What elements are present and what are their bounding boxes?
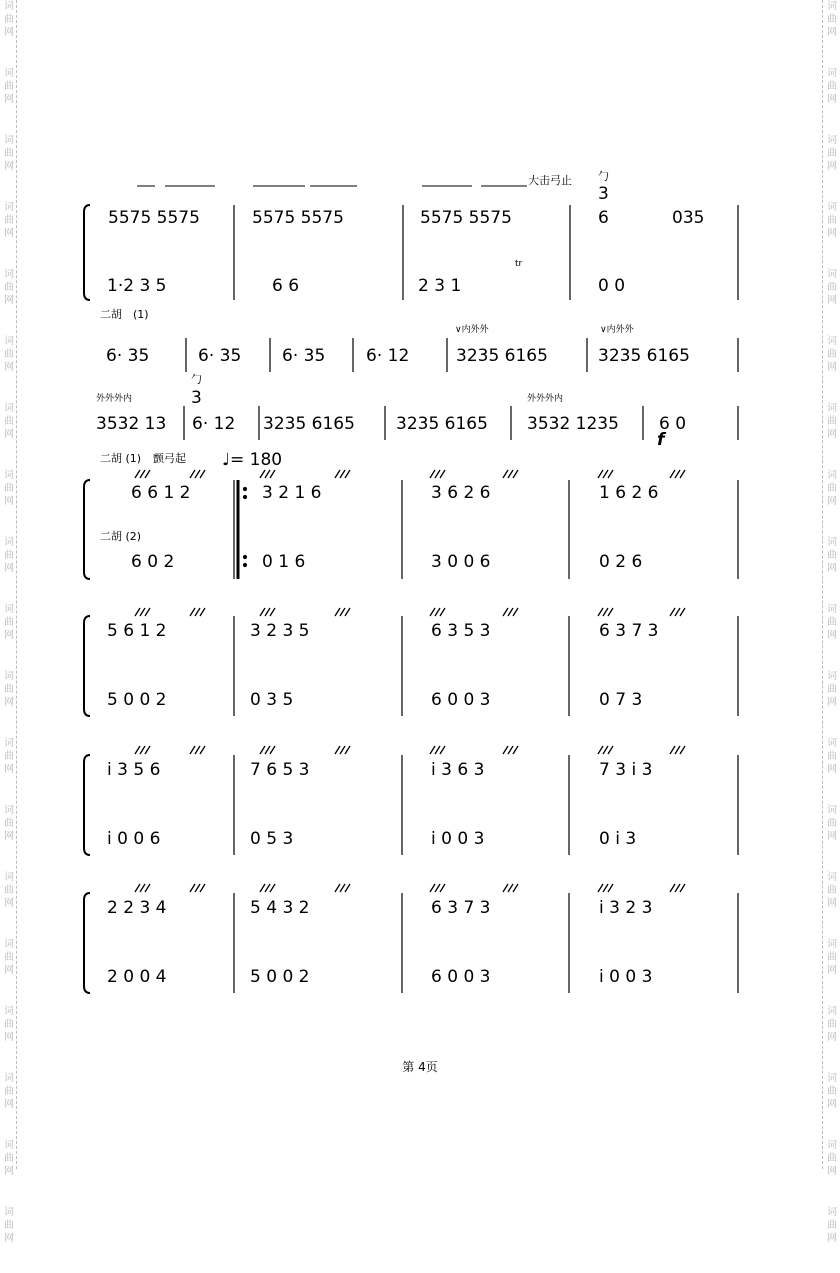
part-1-label: (1) (133, 308, 149, 321)
note-group: 6· 12 (192, 414, 236, 434)
tremolo-slash (340, 746, 345, 754)
note-group: 1·2 3 5 (107, 276, 167, 296)
tremolo-slash (608, 470, 613, 478)
note-group: 3532 1235 (527, 414, 619, 434)
note-group: 3 2 1 6 (262, 483, 322, 503)
tremolo-slash (265, 884, 270, 892)
tremolo-slash (680, 884, 685, 892)
watermark-char: 曲 (827, 349, 837, 360)
tremolo-slash (265, 470, 270, 478)
note-group: 3 0 0 6 (431, 552, 491, 572)
tremolo-slash (270, 884, 275, 892)
tremolo-slash (140, 608, 145, 616)
watermark-char: 词 (827, 336, 837, 347)
watermark-char: 词 (827, 68, 837, 79)
fingering-label: ∨内外外 (455, 325, 489, 335)
system-2 (100, 307, 690, 366)
tremolo-slash (190, 470, 195, 478)
fingering-label: ∨内外外 (600, 325, 634, 335)
tremolo-start-label: 颤弓起 (153, 452, 186, 465)
tremolo-slash (603, 884, 608, 892)
watermark-char: 网 (827, 496, 837, 507)
watermark-char: 曲 (4, 215, 14, 226)
watermark-char: 曲 (827, 617, 837, 628)
system-7 (107, 898, 652, 987)
repeat-sign (234, 480, 247, 579)
watermark-char: 网 (4, 1032, 14, 1043)
watermark-char: 曲 (4, 1153, 14, 1164)
watermark-char: 词 (4, 470, 14, 481)
tremolo-slash (195, 746, 200, 754)
watermark-char: 词 (4, 1, 14, 12)
watermark-char: 网 (4, 697, 14, 708)
tremolo-slash (503, 470, 508, 478)
tremolo-slash (190, 884, 195, 892)
tremolo-slash (675, 470, 680, 478)
note-group: 6· 12 (366, 346, 410, 366)
watermark-char: 网 (827, 965, 837, 976)
tremolo-slash (680, 608, 685, 616)
bar-lines (184, 205, 738, 993)
watermark-char: 网 (4, 630, 14, 641)
watermark-char: 网 (4, 94, 14, 105)
note-group: 5575 5575 (108, 208, 200, 228)
note-group: 0 3 5 (250, 690, 294, 710)
note-group: 3235 6165 (263, 414, 355, 434)
watermark-char: 词 (4, 738, 14, 749)
watermark-char: 词 (4, 336, 14, 347)
watermark-char: 曲 (827, 952, 837, 963)
tremolo-slash (513, 470, 518, 478)
dynamic-f: f (657, 430, 665, 450)
watermark-char: 词 (4, 135, 14, 146)
fingering-mark: 勹 (191, 373, 202, 386)
watermark-char: 网 (4, 764, 14, 775)
tremolo-slash (435, 608, 440, 616)
tremolo-slash (200, 746, 205, 754)
watermark-char: 词 (4, 1006, 14, 1017)
watermark-char: 词 (4, 872, 14, 883)
erhu-2-label: 二胡 (2) (100, 530, 142, 543)
tremolo-slash (145, 608, 150, 616)
watermark-char: 词 (4, 604, 14, 615)
watermark-char: 词 (827, 470, 837, 481)
watermark-char: 网 (4, 228, 14, 239)
bracket-system-7 (84, 893, 90, 993)
note-group: 6 0 0 3 (431, 690, 491, 710)
watermark-char: 曲 (4, 81, 14, 92)
watermark-char: 曲 (827, 818, 837, 829)
watermark-char: 词 (827, 1006, 837, 1017)
note-group: i 0 0 3 (431, 829, 485, 849)
watermark-char: 网 (827, 1166, 837, 1177)
note-group: 6 3 7 3 (599, 621, 659, 641)
tremolo-slash (513, 608, 518, 616)
tremolo-slash (140, 746, 145, 754)
tremolo-slash (190, 608, 195, 616)
watermark-char: 网 (827, 27, 837, 38)
note-group: 3 6 2 6 (431, 483, 491, 503)
watermark-char: 词 (827, 1073, 837, 1084)
watermark-char: 曲 (4, 550, 14, 561)
note-group: i 3 2 3 (599, 898, 653, 918)
tremolo-slash (503, 746, 508, 754)
note-group: i 3 6 3 (431, 760, 485, 780)
watermark-char: 词 (4, 1073, 14, 1084)
watermark-char: 网 (827, 1032, 837, 1043)
note-group: 3 2 3 5 (250, 621, 310, 641)
tremolo-slash (508, 608, 513, 616)
tremolo-slash (200, 470, 205, 478)
bracket-system-6 (84, 755, 90, 855)
watermark-char: 网 (4, 831, 14, 842)
note-group: 6· 35 (106, 346, 150, 366)
tremolo-slash (135, 746, 140, 754)
tremolo-slash (345, 884, 350, 892)
watermark-char: 网 (827, 295, 837, 306)
tremolo-slash (440, 608, 445, 616)
note-group: 5 4 3 2 (250, 898, 310, 918)
note-group: 2 3 1 (418, 276, 462, 296)
note-3: 3 (598, 184, 609, 204)
watermark-char: 网 (4, 1166, 14, 1177)
big-attack-stop-mark: 大击弓止 (528, 174, 572, 187)
tremolo-slash (508, 746, 513, 754)
tremolo-slash (260, 608, 265, 616)
tremolo-slash (513, 746, 518, 754)
watermark-char: 网 (4, 295, 14, 306)
tremolo-slash (340, 470, 345, 478)
tremolo-slash (200, 884, 205, 892)
fingering-mark: 勹 (598, 170, 609, 183)
watermark-char: 网 (827, 1099, 837, 1110)
watermark-char: 词 (4, 1140, 14, 1151)
note-group: i 0 0 6 (107, 829, 161, 849)
watermark-char: 曲 (827, 483, 837, 494)
watermark-char: 词 (4, 805, 14, 816)
system-brackets (84, 205, 90, 993)
watermark-char: 网 (4, 429, 14, 440)
note-group: 0 7 3 (599, 690, 643, 710)
tremolo-slash (503, 608, 508, 616)
erhu-1-label: 二胡 (1) (100, 452, 142, 465)
tremolo-slash (440, 746, 445, 754)
watermark-char: 曲 (4, 885, 14, 896)
watermark-char: 词 (4, 537, 14, 548)
tremolo-slash (140, 470, 145, 478)
watermark-char: 曲 (4, 148, 14, 159)
note-group: 6 0 2 (131, 552, 175, 572)
system-4 (100, 450, 658, 572)
note-group: 6 0 0 3 (431, 967, 491, 987)
note-group: i 0 0 3 (599, 967, 653, 987)
tremolo-slash (335, 746, 340, 754)
watermark-char: 曲 (827, 81, 837, 92)
note-group: 3235 6165 (456, 346, 548, 366)
tremolo-slash (608, 746, 613, 754)
watermark-char: 网 (827, 831, 837, 842)
bracket-system-5 (84, 616, 90, 716)
tremolo-slash (195, 608, 200, 616)
watermark-char: 网 (827, 697, 837, 708)
watermark-char: 曲 (4, 818, 14, 829)
tremolo-slash (670, 470, 675, 478)
tremolo-slash (345, 746, 350, 754)
watermark-char: 曲 (827, 215, 837, 226)
watermark-char: 曲 (827, 751, 837, 762)
watermark-char: 网 (4, 898, 14, 909)
watermark-char: 词 (827, 872, 837, 883)
bracket-system-1 (84, 205, 90, 300)
watermark-char: 曲 (4, 1086, 14, 1097)
watermark-char: 网 (4, 362, 14, 373)
watermark-char: 词 (827, 1207, 837, 1218)
watermark-char: 词 (827, 671, 837, 682)
watermark-char: 曲 (4, 483, 14, 494)
tremolo-slash (430, 470, 435, 478)
watermark-char: 词 (4, 403, 14, 414)
tremolo-slash (675, 746, 680, 754)
note-group: 5 6 1 2 (107, 621, 167, 641)
erhu-label: 二胡 (100, 308, 122, 321)
tremolo-slash (260, 470, 265, 478)
watermark-char: 曲 (4, 1019, 14, 1030)
tremolo-slash (603, 608, 608, 616)
tremolo-slash (680, 746, 685, 754)
tremolo-slash (270, 746, 275, 754)
tremolo-slash (430, 884, 435, 892)
watermark-char: 曲 (4, 684, 14, 695)
watermark-char: 网 (827, 898, 837, 909)
tremolo-slash (265, 608, 270, 616)
fingering-label: 外外外内 (96, 394, 133, 404)
tremolo-slash (145, 746, 150, 754)
note-group: 6 3 5 3 (431, 621, 491, 641)
watermark-char: 词 (827, 537, 837, 548)
tremolo-slash (435, 746, 440, 754)
tremolo-slash (195, 884, 200, 892)
watermark-char: 词 (827, 805, 837, 816)
watermark-char: 网 (4, 1233, 14, 1244)
watermark-char: 曲 (827, 282, 837, 293)
watermark-char: 曲 (4, 751, 14, 762)
note-group: 0 1 6 (262, 552, 306, 572)
tremolo-slash (195, 470, 200, 478)
note-group: 2 2 3 4 (107, 898, 167, 918)
note-group: 5575 5575 (420, 208, 512, 228)
tremolo-slash (430, 746, 435, 754)
tremolo-slash (190, 746, 195, 754)
note-group: 6 6 1 2 (131, 483, 191, 503)
tempo-mark: ♩= 180 (222, 450, 283, 470)
tremolo-slash (435, 884, 440, 892)
watermark-char: 词 (827, 1, 837, 12)
tremolo-slash (680, 470, 685, 478)
tremolo-slash (670, 884, 675, 892)
watermark-char: 曲 (827, 416, 837, 427)
tremolo-slash (270, 470, 275, 478)
tremolo-slash (260, 746, 265, 754)
watermark-char: 曲 (827, 14, 837, 25)
tremolo-slash (598, 470, 603, 478)
watermark-char: 曲 (4, 617, 14, 628)
watermark-char: 曲 (4, 14, 14, 25)
tremolo-slash (345, 608, 350, 616)
watermark-char: 词 (4, 269, 14, 280)
tremolo-slash (345, 470, 350, 478)
tremolo-slash (340, 884, 345, 892)
watermark-char: 网 (4, 496, 14, 507)
system-1 (107, 169, 704, 296)
tremolo-slash (598, 884, 603, 892)
watermark-char: 词 (827, 269, 837, 280)
note-group: i 3 5 6 (107, 760, 161, 780)
tremolo-slash (608, 608, 613, 616)
watermark-char: 曲 (827, 1019, 837, 1030)
tremolo-slash (675, 608, 680, 616)
tremolo-slash (508, 884, 513, 892)
watermark-char: 网 (827, 1233, 837, 1244)
watermark-char: 网 (827, 362, 837, 373)
tremolo-slash (508, 470, 513, 478)
watermark-char: 曲 (827, 550, 837, 561)
system-5 (107, 621, 658, 710)
rest-group: 0 0 (598, 276, 626, 296)
watermark-char: 曲 (827, 148, 837, 159)
tremolo-slash (440, 884, 445, 892)
watermark-char: 词 (827, 738, 837, 749)
watermark-char: 词 (4, 68, 14, 79)
bracket-system-4 (84, 480, 90, 579)
watermark-char: 网 (827, 429, 837, 440)
watermark-char: 网 (827, 563, 837, 574)
note-group: 1 6 2 6 (599, 483, 659, 503)
watermark-char: 网 (827, 630, 837, 641)
fingering-label: 外外外内 (527, 394, 564, 404)
note-group: 0 i 3 (599, 829, 637, 849)
watermark-char: 网 (827, 161, 837, 172)
watermark-char: 曲 (827, 885, 837, 896)
tremolo-slash (135, 608, 140, 616)
tremolo-slash (603, 746, 608, 754)
note-group: 2 0 0 4 (107, 967, 167, 987)
watermark-char: 网 (4, 161, 14, 172)
tremolo-slash (435, 470, 440, 478)
note-group: 5 0 0 2 (250, 967, 310, 987)
tremolo-slash (145, 884, 150, 892)
watermark-char: 网 (827, 764, 837, 775)
note-group: 0 5 3 (250, 829, 294, 849)
note-3: 3 (191, 388, 202, 408)
note-group: 3235 6165 (598, 346, 690, 366)
watermark-char: 曲 (827, 684, 837, 695)
watermark-char: 曲 (4, 952, 14, 963)
tremolo-slash (430, 608, 435, 616)
tremolo-slash (598, 608, 603, 616)
note-group: 6 6 (272, 276, 300, 296)
tremolo-slash (340, 608, 345, 616)
trill-mark: tr (515, 259, 523, 269)
watermark-char: 网 (4, 1099, 14, 1110)
note-group: 6· 35 (198, 346, 242, 366)
tremolo-slash (608, 884, 613, 892)
note-group: 5575 5575 (252, 208, 344, 228)
tremolo-slash (270, 608, 275, 616)
tremolo-slash (670, 608, 675, 616)
watermark-char: 网 (4, 27, 14, 38)
watermark-char: 词 (4, 202, 14, 213)
note-group: 0 2 6 (599, 552, 643, 572)
watermark-char: 曲 (4, 416, 14, 427)
note-group: 6 3 7 3 (431, 898, 491, 918)
watermark-char: 网 (827, 94, 837, 105)
tremolo-slash (145, 470, 150, 478)
tremolo-slash (265, 746, 270, 754)
tremolo-slash (670, 746, 675, 754)
note-group: 3235 6165 (396, 414, 488, 434)
watermark-char: 曲 (827, 1220, 837, 1231)
note-group: 7 3 i 3 (599, 760, 653, 780)
note-group: 6 0 (659, 414, 687, 434)
tremolo-slash (503, 884, 508, 892)
watermark-char: 曲 (4, 282, 14, 293)
watermark-char: 词 (4, 1207, 14, 1218)
watermark-char: 网 (827, 228, 837, 239)
tremolo-slash (598, 746, 603, 754)
note-group: 035 (672, 208, 705, 228)
note-group: 3532 13 (96, 414, 167, 434)
tremolo-slash (135, 470, 140, 478)
note-group: 6· 35 (282, 346, 326, 366)
watermark-char: 词 (827, 1140, 837, 1151)
tremolo-slash (135, 884, 140, 892)
tremolo-slash (335, 470, 340, 478)
tremolo-slash (440, 470, 445, 478)
tremolo-slash (200, 608, 205, 616)
tremolo-slash (335, 884, 340, 892)
watermark-char: 词 (4, 671, 14, 682)
watermark-char: 曲 (4, 349, 14, 360)
note-group: 5 0 0 2 (107, 690, 167, 710)
watermark-char: 网 (4, 965, 14, 976)
watermark-char: 网 (4, 563, 14, 574)
note-group: 7 6 5 3 (250, 760, 310, 780)
tremolo-slash (513, 884, 518, 892)
page-number: 第 4页 (402, 1060, 438, 1074)
watermark-char: 词 (827, 202, 837, 213)
watermark-char: 词 (827, 403, 837, 414)
watermark-char: 词 (827, 604, 837, 615)
watermark-char: 词 (827, 939, 837, 950)
watermark-char: 曲 (4, 1220, 14, 1231)
tremolo-slash (335, 608, 340, 616)
system-6 (107, 760, 652, 849)
watermark-char: 词 (4, 939, 14, 950)
tremolo-slash (140, 884, 145, 892)
watermark-char: 曲 (827, 1086, 837, 1097)
tremolo-slash (675, 884, 680, 892)
watermark-char: 曲 (827, 1153, 837, 1164)
watermark-char: 词 (827, 135, 837, 146)
tremolo-slash (603, 470, 608, 478)
note: 6 (598, 208, 609, 228)
tremolo-slash (260, 884, 265, 892)
